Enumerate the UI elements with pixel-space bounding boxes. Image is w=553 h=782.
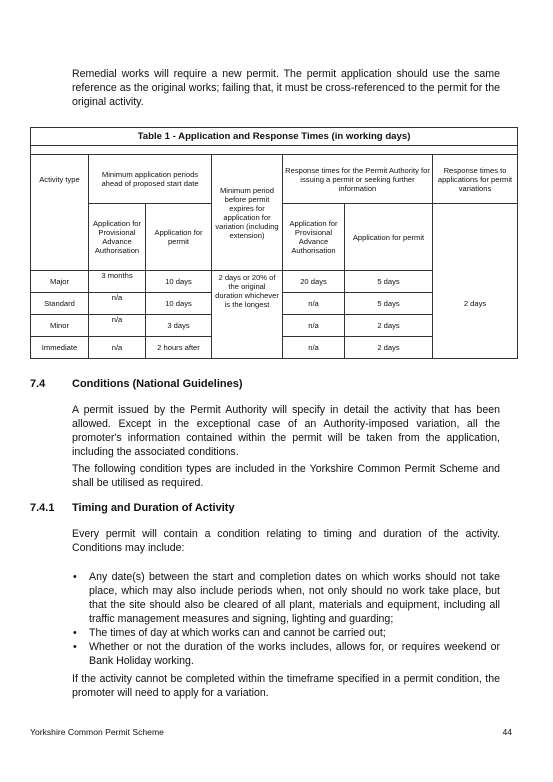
header-resp-permit: Application for permit xyxy=(345,204,433,271)
header-resp-provisional: Application for Provisional Advance Authorisation xyxy=(283,204,345,271)
section-paragraph: A permit issued by the Permit Authority will specify in detail the activity that has been allowed. Except in the exceptional case of an Authority-imposed variation, all the promoter's information contained within the permit will be taken from the application, including the associated conditions. xyxy=(72,404,500,458)
row-permit: 10 days xyxy=(146,271,212,293)
footer-title: Yorkshire Common Permit Scheme xyxy=(30,727,164,737)
section-paragraph: The following condition types are included in the Yorkshire Common Permit Scheme and shall be utilised as required. xyxy=(72,463,500,489)
list-item-text: Whether or not the duration of the works includes, allows for, or requires weekend or Bank Holiday working. xyxy=(89,641,500,667)
header-activity-type: Activity type xyxy=(31,155,89,204)
page-number: 44 xyxy=(502,727,512,737)
row-type: Standard xyxy=(31,293,89,315)
bullet-icon: • xyxy=(73,627,77,639)
conditions-list xyxy=(72,570,500,668)
header-response-times: Response times for the Permit Authority for issuing a permit or seeking further information xyxy=(283,155,433,204)
list-item-text: The times of day at which works can and cannot be carried out; xyxy=(89,627,386,639)
subsection-paragraph: Every permit will contain a condition relating to timing and duration of the activity. Conditions may include: xyxy=(72,528,500,554)
row-resp-permit: 2 days xyxy=(345,337,433,359)
intro-paragraph: Remedial works will require a new permit. The permit application should use the same reference as the original works; failing that, it must be cross-referenced to the permit for the original activity. xyxy=(72,68,500,108)
list-item-text: Any date(s) between the start and completion dates on which works should not take place, which may also include periods when, not only should no work take place, but that the site should also be cleared of all plant, materials and equipment, including all traffic management measures and signing, lighting and guarding; xyxy=(89,571,500,625)
row-permit: 2 hours after xyxy=(146,337,212,359)
row-type: Immediate xyxy=(31,337,89,359)
variation-period-cell: 2 days or 20% of the original duration whichever is the longest xyxy=(212,271,283,359)
subsection-number: 7.4.1 xyxy=(30,502,55,514)
row-provisional: n/a xyxy=(89,315,146,337)
bullet-icon: • xyxy=(73,571,77,583)
list-item xyxy=(72,626,500,640)
row-resp-permit: 5 days xyxy=(345,293,433,315)
row-permit: 3 days xyxy=(146,315,212,337)
row-type: Minor xyxy=(31,315,89,337)
header-min-period-variation: Minimum period before permit expires for application for variation (including extension) xyxy=(212,155,283,271)
header-response-variations: Response times to applications for permit variations xyxy=(433,155,518,204)
row-resp-provisional: n/a xyxy=(283,315,345,337)
row-resp-provisional: 20 days xyxy=(283,271,345,293)
row-type: Major xyxy=(31,271,89,293)
row-permit: 10 days xyxy=(146,293,212,315)
table-title: Table 1 - Application and Response Times (in working days) xyxy=(31,128,518,146)
header-app-permit: Application for permit xyxy=(146,204,212,271)
section-number: 7.4 xyxy=(30,378,46,390)
variation-response-spacer xyxy=(433,271,518,293)
row-resp-permit: 5 days xyxy=(345,271,433,293)
table-row xyxy=(31,271,518,293)
row-resp-provisional: n/a xyxy=(283,293,345,315)
list-item xyxy=(72,640,500,668)
list-item xyxy=(72,570,500,626)
application-response-times-table xyxy=(30,127,518,359)
subsection-title: Timing and Duration of Activity xyxy=(72,502,235,514)
header-activity-type-cont xyxy=(31,204,89,271)
row-resp-provisional: n/a xyxy=(283,337,345,359)
row-provisional: 3 months xyxy=(89,271,146,293)
row-resp-permit: 2 days xyxy=(345,315,433,337)
variation-response-cell: 2 days xyxy=(433,293,518,359)
row-provisional: n/a xyxy=(89,337,146,359)
bullet-icon: • xyxy=(73,641,77,653)
subsection-paragraph: If the activity cannot be completed within the timeframe specified in a permit condition, the promoter will need to apply for a variation. xyxy=(72,673,500,699)
header-min-application: Minimum application periods ahead of proposed start date xyxy=(89,155,212,204)
header-app-provisional: Application for Provisional Advance Authorisation xyxy=(89,204,146,271)
row-provisional: n/a xyxy=(89,293,146,315)
section-title: Conditions (National Guidelines) xyxy=(72,378,243,390)
variation-response-top xyxy=(433,204,518,271)
